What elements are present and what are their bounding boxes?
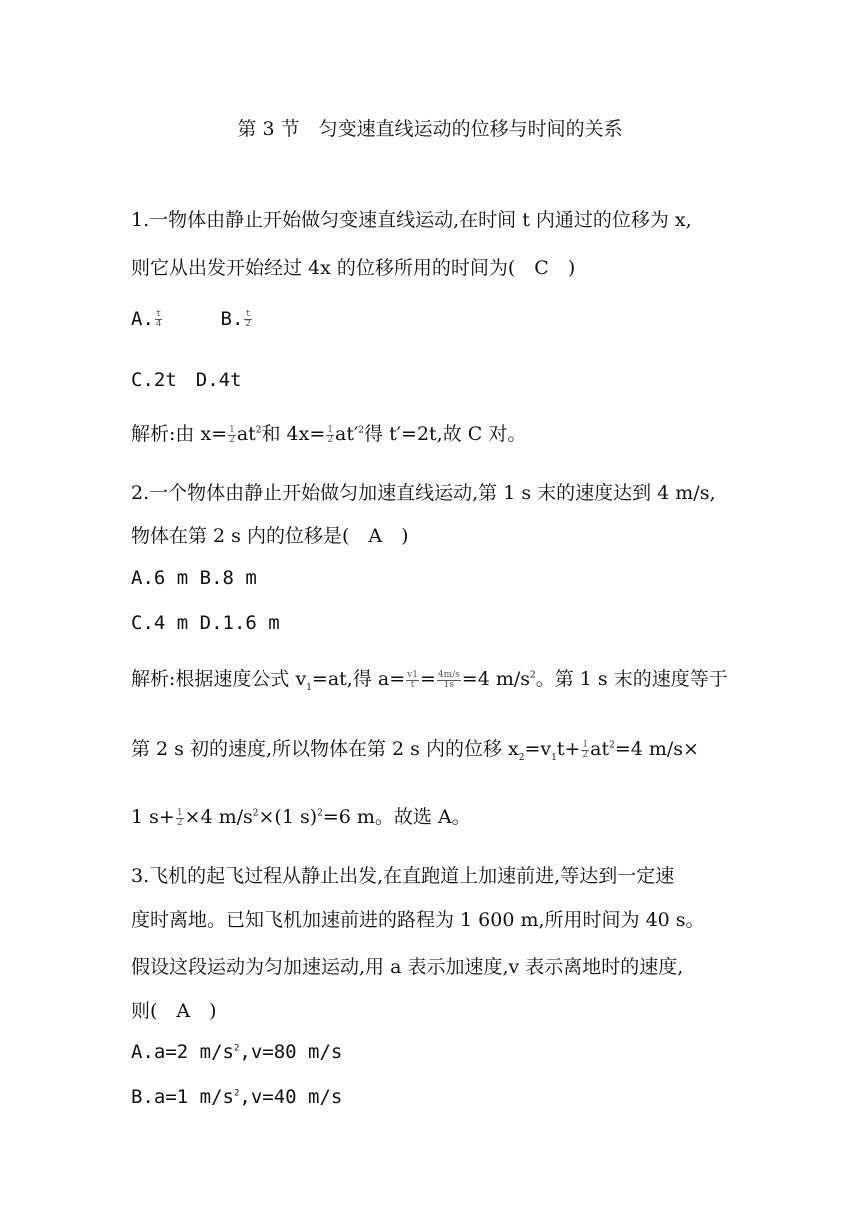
- q1-explanation: 解析:由 x= $\frac{1}{2}$ $at^2$和 4x= $\frac{1}{2}$ $at'^2$得 t′=2t,故 C 对。: [131, 423, 527, 445]
- q2-stem-line2: 物体在第 2 s 内的位移是( A ): [131, 525, 409, 547]
- q1-options-cd: C.2t D.4t: [131, 369, 242, 391]
- q1-option-b-fraction: $\frac{t}{2}$: [245, 309, 251, 329]
- q2-value-fraction: $\frac{4m/s}{1s}$: [437, 669, 460, 690]
- q1-option-a-fraction: $\frac{t}{4}$: [155, 309, 162, 329]
- q2-velocity-fraction: $\frac{v1}{t}$: [407, 669, 418, 690]
- q2-explanation-line3: 1 s+ $\frac{1}{2}$ ×4 $m/s^2\times(1$ s)$^2$=6 m。故选 A。: [131, 806, 471, 828]
- q1-options-ab: [131, 308, 253, 330]
- q2-options-cd: C.4 m D.1.6 m: [131, 612, 280, 634]
- q1-option-a-label: A.: [131, 308, 154, 330]
- q1-stem-line1: 1.一物体由静止开始做匀变速直线运动,在时间 t 内通过的位移为 x,: [131, 209, 692, 231]
- q3-option-a: A.a=2 $m/s^2,v=80$ m/s: [131, 1041, 343, 1063]
- q3-stem-line1: 3.飞机的起飞过程从静止出发,在直跑道上加速前进,等达到一定速: [131, 865, 675, 887]
- q2-explanation-line1: 解析:根据速度公式 $v_1=at$,得 a= $\frac{v1}{t}$ = $\frac{4m/s}{1s}$ =4 $m/s^2$。第 1 s 末的速度等于: [131, 668, 728, 693]
- q2-explanation-line2: 第 2 s 初的速度,所以物体在第 2 s 内的位移 $x_2=v_1t+$ $\frac{1}{2}$ $at^2=4$ m/s×: [131, 738, 699, 763]
- q2-half-fraction-2: $\frac{1}{2}$: [176, 807, 183, 828]
- q3-stem-line3: 假设这段运动为匀加速运动,用 a 表示加速度,v 表示离地时的速度,: [131, 956, 684, 978]
- q1-half-fraction: $\frac{1}{2}$: [229, 424, 235, 445]
- q3-stem-line4: 则( A ): [131, 1000, 217, 1022]
- q2-half-fraction: $\frac{1}{2}$: [582, 739, 589, 760]
- page-title: 第 3 节 匀变速直线运动的位移与时间的关系: [237, 118, 623, 140]
- q3-option-b: B.a=1 $m/s^2,v=40$ m/s: [131, 1086, 343, 1108]
- q1-half-fraction-2: $\frac{1}{2}$: [327, 424, 334, 445]
- q1-stem-line2: 则它从出发开始经过 4x 的位移所用的时间为( C ): [131, 257, 576, 279]
- q1-option-b-label: B.: [220, 308, 244, 330]
- q2-options-ab: A.6 m B.8 m: [131, 567, 257, 589]
- q2-stem-line1: 2.一个物体由静止开始做匀加速直线运动,第 1 s 末的速度达到 4 m/s,: [131, 482, 716, 504]
- q3-stem-line2: 度时离地。已知飞机加速前进的路程为 1 600 m,所用时间为 40 s。: [131, 909, 705, 931]
